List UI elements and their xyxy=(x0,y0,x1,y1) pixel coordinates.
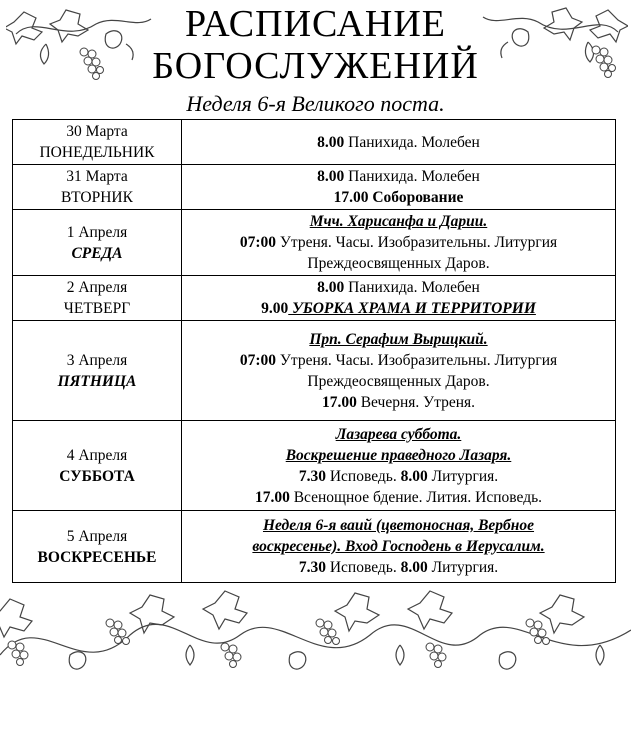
service-cell xyxy=(182,511,616,583)
weekday: ЧЕТВЕРГ xyxy=(63,300,131,317)
service-text: Панихида. Молебен xyxy=(344,168,480,185)
service-time: 8.00 xyxy=(400,559,428,576)
service-text: Исповедь. xyxy=(325,559,401,576)
service-text: Всенощное бдение. Лития. Исповедь. xyxy=(289,488,543,506)
date: 30 Марта xyxy=(66,123,128,140)
service-cell xyxy=(182,421,616,511)
table-row xyxy=(13,276,616,321)
service-cell xyxy=(182,165,616,210)
feast-title: Мчч. Харисанфа и Дарии. xyxy=(309,213,488,230)
service-text: Утреня. Часы. Изобразительны. Литургия xyxy=(276,351,558,369)
date: 3 Апреля xyxy=(66,351,128,369)
service-text: УБОРКА ХРАМА И ТЕРРИТОРИИ xyxy=(288,300,536,317)
service-text: Литургия. xyxy=(427,559,499,576)
feast-title: Прп. Серафим Вырицкий. xyxy=(309,330,488,348)
service-line: Преждеосвященных Даров. xyxy=(307,255,490,272)
service-text: Панихида. Молебен xyxy=(344,279,480,296)
service-text: Литургия. xyxy=(427,467,499,485)
service-text: Вечерня. Утреня. xyxy=(356,393,476,411)
date-cell xyxy=(13,210,182,276)
feast-title: воскресенье). Вход Господень в Иерусалим. xyxy=(252,538,545,555)
weekday: ПОНЕДЕЛЬНИК xyxy=(39,144,155,161)
service-line xyxy=(185,392,612,413)
grapevine-border-bottom xyxy=(0,585,631,695)
service-line xyxy=(185,466,612,487)
feast-title: Воскрешение праведного Лазаря. xyxy=(285,446,512,464)
service-text: Исповедь. xyxy=(325,467,401,485)
service-cell xyxy=(182,321,616,421)
service-time: 17.00 xyxy=(321,393,357,411)
weekday: ВОСКРЕСЕНЬЕ xyxy=(37,548,157,566)
service-time: 17.00 xyxy=(254,488,290,506)
service-text: Утреня. Часы. Изобразительны. Литургия xyxy=(276,234,558,251)
service-text: Соборование xyxy=(368,189,464,206)
service-line xyxy=(185,350,612,371)
date: 5 Апреля xyxy=(66,527,128,545)
service-line xyxy=(185,132,612,153)
service-cell xyxy=(182,276,616,321)
table-row xyxy=(13,165,616,210)
service-cell xyxy=(182,120,616,165)
service-line xyxy=(185,277,612,298)
weekday: СРЕДА xyxy=(71,244,123,262)
date: 31 Марта xyxy=(66,168,128,185)
schedule-table xyxy=(12,119,616,583)
feast-title: Лазарева суббота. xyxy=(335,425,462,443)
service-time: 8.00 xyxy=(317,168,345,185)
date-cell xyxy=(13,120,182,165)
feast-title: Неделя 6-я ваий (цветоносная, Вербное xyxy=(262,517,535,534)
date: 1 Апреля xyxy=(66,223,128,241)
date-cell xyxy=(13,421,182,511)
service-time: 8.00 xyxy=(317,279,345,296)
service-text: Панихида. Молебен xyxy=(344,133,480,151)
service-line xyxy=(185,187,612,208)
date-cell xyxy=(13,321,182,421)
service-line xyxy=(185,166,612,187)
service-line xyxy=(185,232,612,253)
table-row xyxy=(13,321,616,421)
service-line: Преждеосвященных Даров. xyxy=(307,372,490,390)
date: 2 Апреля xyxy=(66,279,128,296)
service-time: 07:00 xyxy=(239,351,277,369)
service-time: 8.00 xyxy=(317,133,345,151)
weekday: ПЯТНИЦА xyxy=(57,372,137,390)
service-cell xyxy=(182,210,616,276)
service-time: 7.30 xyxy=(298,467,326,485)
date-cell xyxy=(13,276,182,321)
table-row xyxy=(13,511,616,583)
date-cell xyxy=(13,165,182,210)
service-time: 8.00 xyxy=(400,467,428,485)
title-line-1: РАСПИСАНИЕ xyxy=(184,3,447,45)
weekday: ВТОРНИК xyxy=(61,189,133,206)
service-line xyxy=(185,557,612,578)
subtitle: Неделя 6-я Великого поста. xyxy=(186,91,445,116)
service-line xyxy=(185,298,612,319)
title-line-2: БОГОСЛУЖЕНИЙ xyxy=(152,45,479,87)
date: 4 Апреля xyxy=(66,446,128,464)
service-time: 7.30 xyxy=(298,559,326,576)
weekday: СУББОТА xyxy=(59,467,135,485)
table-row xyxy=(13,210,616,276)
table-row xyxy=(13,120,616,165)
service-line xyxy=(185,487,612,508)
service-time: 17.00 xyxy=(333,189,369,206)
date-cell xyxy=(13,511,182,583)
service-time: 07:00 xyxy=(239,234,277,251)
service-time: 9.00 xyxy=(261,300,289,317)
table-row xyxy=(13,421,616,511)
